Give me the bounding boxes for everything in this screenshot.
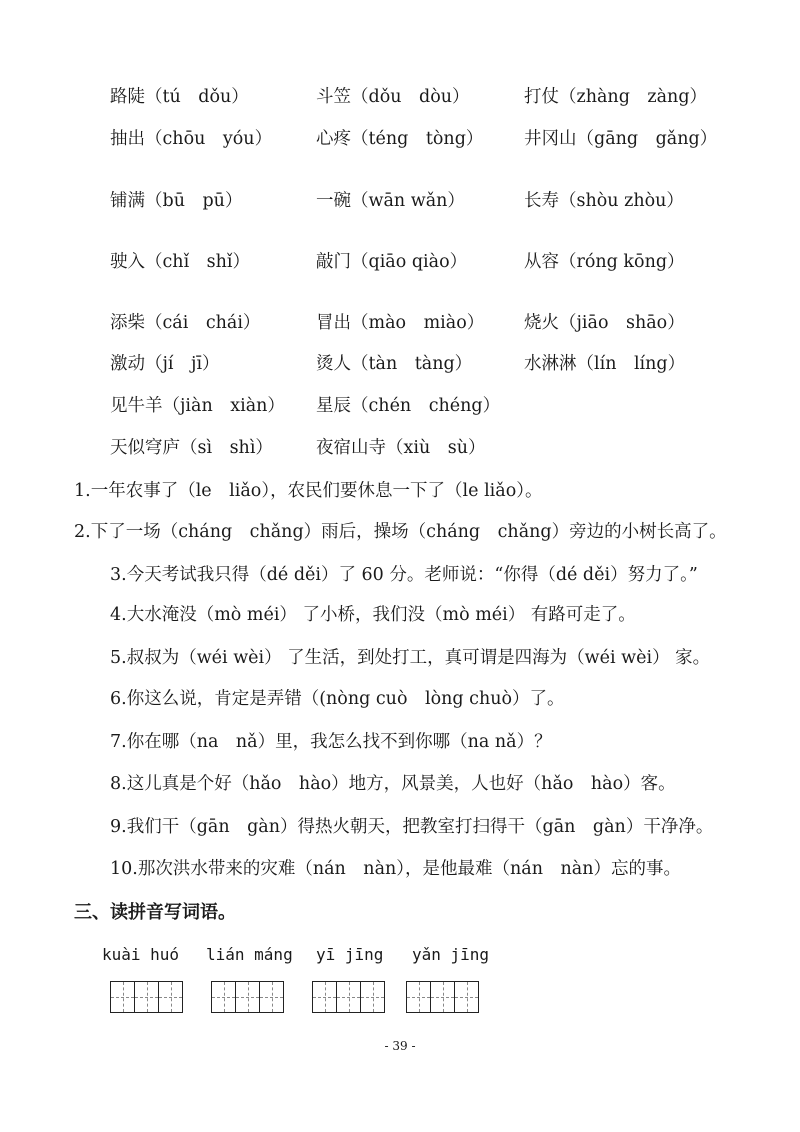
word-item: 夜宿山寺（xiù sù） [316,438,486,458]
page-number: - 39 - [384,1039,416,1053]
writing-cell[interactable] [407,982,431,1012]
writing-box-group[interactable] [110,981,183,1013]
sentence-8: 8.这儿真是个好（hǎo hào）地方，风景美，人也好（hǎo hào）客。 [110,774,676,794]
writing-cell[interactable] [313,982,337,1012]
writing-cell[interactable] [455,982,478,1012]
sentence-7: 7.你在哪（na nǎ）里，我怎么找不到你哪（na nǎ）？ [110,732,552,752]
word-item: 敲门（qiāo qiào） [316,252,468,272]
writing-cell[interactable] [260,982,283,1012]
word-item: 斗笠（dǒu dòu） [316,87,470,107]
pinyin-prompt: yǎn jīng [412,945,490,964]
word-row [0,308,800,338]
sentence-4: 4.大水淹没（mò méi） 了小桥，我们没（mò méi） 有路可走了。 [110,605,636,625]
word-item: 打仗（zhàng zàng） [524,87,708,107]
word-item: 烧火（jiāo shāo） [524,313,685,333]
writing-cell[interactable] [337,982,361,1012]
sentence-5: 5.叔叔为（wéi wèi） 了生活，到处打工，真可谓是四海为（wéi wèi） 家。 [110,648,711,668]
sentence-9: 9.我们干（gān gàn）得热火朝天，把教室打扫得干（gān gàn）干净净。 [110,817,714,837]
word-row [0,124,800,154]
section-3-title: 三、读拼音写词语。 [74,902,236,923]
writing-box-group[interactable] [211,981,284,1013]
writing-cell[interactable] [431,982,455,1012]
pinyin-prompt: lián máng [206,945,293,964]
pinyin-prompt: yī jīng [316,945,384,964]
sentence-10: 10.那次洪水带来的灾难（nán nàn），是他最难（nán nàn）忘的事。 [110,859,681,879]
word-row [0,247,800,277]
word-row [0,186,800,216]
writing-cell[interactable] [236,982,260,1012]
word-item: 天似穹庐（sì shì） [110,438,273,458]
word-row [0,433,800,463]
word-item: 驶入（chǐ shǐ） [110,252,251,272]
word-item: 激动（jí jī） [110,354,220,374]
word-item: 铺满（bū pū） [110,191,243,211]
word-row [0,391,800,421]
pinyin-prompt: kuài huó [102,945,180,964]
word-item: 井冈山（gāng gǎng） [524,129,718,149]
writing-cell[interactable] [135,982,159,1012]
word-item: 一碗（wān wǎn） [316,191,465,211]
word-row [0,82,800,112]
sentence-1: 1.一年农事了（le liǎo），农民们要休息一下了（le liǎo）。 [74,481,543,501]
word-row [0,349,800,379]
sentence-6: 6.你这么说，肯定是弄错（(nòng cuò lòng chuò）了。 [110,689,565,709]
writing-box-group[interactable] [406,981,479,1013]
writing-cell[interactable] [212,982,236,1012]
word-item: 路陡（tú dǒu） [110,87,249,107]
word-item: 抽出（chōu yóu） [110,129,273,149]
word-item: 添柴（cái chái） [110,313,261,333]
word-item: 冒出（mào miào） [316,313,485,333]
word-item: 长寿（shòu zhòu） [524,191,684,211]
sentence-3: 3.今天考试我只得（dé děi）了 60 分。老师说：“你得（dé děi）努力了。” [110,565,698,585]
word-item: 星辰（chén chéng） [316,396,501,416]
writing-box-group[interactable] [312,981,385,1013]
word-item: 心疼（téng tòng） [316,129,484,149]
word-item: 烫人（tàn tàng） [316,354,473,374]
word-item: 见牛羊（jiàn xiàn） [110,396,285,416]
writing-cell[interactable] [111,982,135,1012]
writing-cell[interactable] [361,982,384,1012]
word-item: 水淋淋（lín líng） [524,354,686,374]
writing-cell[interactable] [159,982,182,1012]
sentence-2: 2.下了一场（cháng chǎng）雨后，操场（cháng chǎng）旁边的小树长高了。 [74,522,727,542]
word-item: 从容（róng kōng） [524,252,685,272]
